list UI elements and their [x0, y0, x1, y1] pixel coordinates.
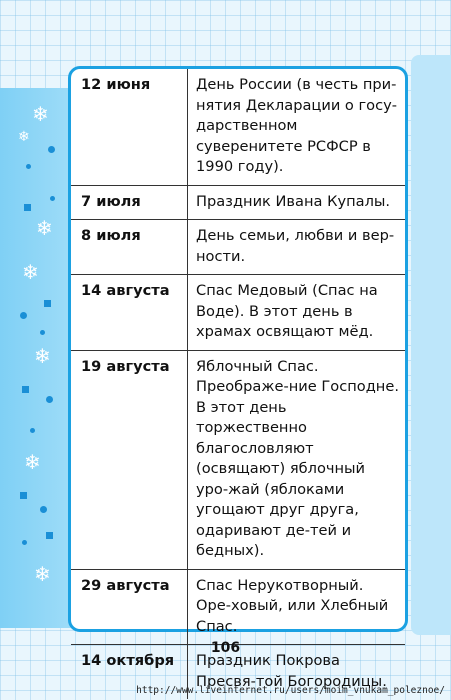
decorative-dot [40, 506, 47, 513]
page-number: 106 [210, 640, 241, 656]
snowflake-icon: ❄ [32, 102, 49, 126]
table-row [71, 275, 405, 351]
holiday-date: 12 июня [71, 69, 188, 185]
source-url-watermark: http://www.liveinternet.ru/users/moim_vnukam_poleznoe/ [136, 685, 445, 696]
decorative-dot [46, 396, 53, 403]
holiday-date: 29 августа [71, 569, 188, 645]
decorative-square [22, 386, 29, 393]
holiday-description: Спас Медовый (Спас на Воде). В этот день в храмах освящают мёд. [188, 275, 406, 351]
snowflake-icon: ❄ [34, 562, 51, 586]
holiday-description: Праздник Покрова Пресвя-той Богородицы. [188, 645, 406, 700]
decorative-dot [22, 540, 27, 545]
holiday-date: 19 августа [71, 350, 188, 569]
decorative-dot [26, 164, 31, 169]
holidays-table [71, 69, 405, 699]
decorative-dot [20, 312, 27, 319]
table-row [71, 220, 405, 275]
holiday-date: 14 октября [71, 645, 188, 700]
holiday-description: День России (в честь при-нятия Декларации о госу-дарственном суверенитете РСФСР в 1990 году). [196, 76, 398, 175]
snowflake-icon: ❄ [22, 260, 39, 284]
table-row [71, 569, 405, 645]
decorative-dot [30, 428, 35, 433]
holiday-description: Яблочный Спас. Преображе-ние Господне. В этот день торжественно благословляют (освящают) яблочный уро-жай (яблоками угощают друг друга, одаривают де-тей и бедных). [188, 350, 406, 569]
snowflake-icon: ❄ [24, 450, 41, 474]
holiday-date: 7 июля [71, 185, 188, 220]
snowflake-icon: ❄ [34, 344, 51, 368]
decorative-dot [48, 146, 55, 153]
decorative-square [20, 492, 27, 499]
decorative-square [46, 532, 53, 539]
holiday-description: Праздник Ивана Купалы. [188, 185, 406, 220]
snowflake-icon: ❄ [36, 216, 53, 240]
snowflake-icon: ❄ [18, 129, 30, 145]
decorative-square [24, 204, 31, 211]
decorative-square [44, 300, 51, 307]
table-row [71, 350, 405, 569]
holiday-description: День семьи, любви и вер-ности. [188, 220, 406, 275]
table-row [71, 185, 405, 220]
holiday-description: Спас Нерукотворный. Оре-ховый, или Хлебный Спас. [188, 569, 406, 645]
decorative-dot [40, 330, 45, 335]
decorative-right-band [411, 55, 451, 635]
table-row [71, 69, 405, 185]
decorative-dot [50, 196, 55, 201]
holiday-date: 8 июля [71, 220, 188, 275]
holiday-date: 14 августа [71, 275, 188, 351]
